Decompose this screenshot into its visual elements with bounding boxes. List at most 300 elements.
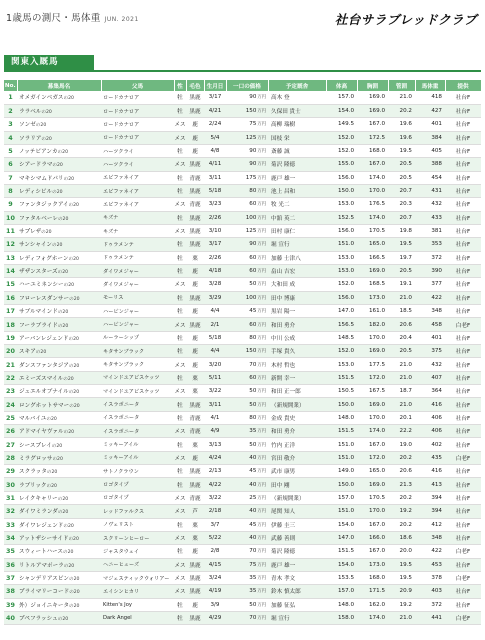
horse-name-suffix: の20 (51, 443, 63, 449)
horse-name (17, 491, 101, 504)
birth-date: 4/19 (204, 585, 226, 598)
birth-date: 3/10 (204, 224, 226, 237)
trainer: 加藤 士津八 (268, 251, 326, 264)
sire-name: Kitten's Joy (101, 598, 174, 611)
horse-name-suffix: の20 (35, 350, 47, 356)
page-title (6, 10, 139, 24)
provider: 社台F (445, 158, 481, 171)
girth: 169.0 (357, 478, 388, 491)
birth-date: 3/11 (204, 171, 226, 184)
price-value: 60 (249, 254, 257, 261)
price-value: 60 (249, 268, 257, 275)
column-header: 胸囲 (357, 80, 388, 91)
horse-name-suffix: の20 (57, 270, 69, 276)
horse-name-suffix: の20 (57, 496, 69, 502)
height: 152.0 (326, 345, 357, 358)
trainer: 木村 哲也 (268, 358, 326, 371)
cannon: 20.7 (388, 211, 415, 224)
table-row (4, 598, 481, 611)
cannon: 21.0 (388, 398, 415, 411)
table-row (4, 398, 481, 411)
horse-name-text: レディシビル (19, 189, 53, 196)
trainer: 国枝 栄 (268, 131, 326, 144)
girth: 167.0 (357, 118, 388, 131)
sex: 牡 (174, 251, 186, 264)
sex: 牡 (174, 331, 186, 344)
price (226, 558, 268, 571)
coat-color: 栗 (186, 371, 204, 384)
sex: メス (174, 505, 186, 518)
sex: メス (174, 224, 186, 237)
sex: メス (174, 385, 186, 398)
girth: 169.0 (357, 104, 388, 117)
horse-name-text: ラブリック (19, 482, 47, 489)
horse-name-text: フーラブライド (19, 322, 58, 329)
provider: 社台F (445, 465, 481, 478)
horse-name (17, 251, 101, 264)
sex: 牡 (174, 144, 186, 157)
coat-color: 青鹿 (186, 411, 204, 424)
price-unit: 万円 (257, 109, 266, 115)
price-value: 45 (249, 468, 257, 475)
price (226, 478, 268, 491)
horse-name-text: オメガインベガス (19, 95, 64, 102)
horse-name (17, 558, 101, 571)
horse-name-text: ララベル (19, 109, 42, 116)
horse-name-suffix: の20 (63, 176, 75, 182)
table-row (4, 91, 481, 104)
table-row (4, 318, 481, 331)
height: 157.0 (326, 91, 357, 104)
horse-name (17, 545, 101, 558)
weight: 377 (415, 278, 445, 291)
provider: 社台F (445, 491, 481, 504)
horse-name (17, 264, 101, 277)
girth: 170.0 (357, 184, 388, 197)
girth: 174.0 (357, 611, 388, 624)
price-unit: 万円 (257, 549, 266, 555)
horse-name (17, 425, 101, 438)
price-value: 70 (249, 548, 257, 555)
provider: 白老F (445, 545, 481, 558)
price (226, 425, 268, 438)
price (226, 505, 268, 518)
horse-name-text: エミーズスマイル (19, 375, 64, 382)
horse-name-suffix: の20 (63, 96, 74, 102)
price-unit: 万円 (257, 576, 266, 582)
horse-name-suffix: の20 (52, 190, 63, 196)
row-number: 16 (4, 291, 17, 304)
weight: 418 (415, 91, 445, 104)
horse-name (17, 291, 101, 304)
weight: 422 (415, 291, 445, 304)
horse-name-text: ソラリア (19, 135, 42, 142)
coat-color: 黒鹿 (186, 104, 204, 117)
horse-name (17, 385, 101, 398)
provider: 社台F (445, 91, 481, 104)
price (226, 531, 268, 544)
weight: 348 (415, 305, 445, 318)
trainer: 田中 博康 (268, 291, 326, 304)
horse-name-text: スクラッタ (19, 469, 47, 476)
weight: 348 (415, 531, 445, 544)
trainer: 畠山 吉宏 (268, 264, 326, 277)
girth: 168.0 (357, 571, 388, 584)
table-row (4, 291, 481, 304)
horse-name-text: ミラグロッサ (19, 455, 53, 462)
coat-color: 黒鹿 (186, 611, 204, 624)
provider: 社台F (445, 371, 481, 384)
row-number: 35 (4, 545, 17, 558)
height: 156.0 (326, 224, 357, 237)
birth-date: 2/18 (204, 505, 226, 518)
trainer: 久保田 貴士 (268, 104, 326, 117)
height: 154.0 (326, 558, 357, 571)
girth: 170.5 (357, 491, 388, 504)
price-unit: 万円 (257, 122, 266, 128)
horse-name (17, 118, 101, 131)
birth-date: 3/22 (204, 491, 226, 504)
row-number: 13 (4, 251, 17, 264)
horse-name-suffix: の20 (63, 550, 74, 556)
row-number: 1 (4, 91, 17, 104)
price (226, 224, 268, 237)
price-unit: 万円 (257, 562, 266, 568)
row-number: 4 (4, 131, 17, 144)
cannon: 20.2 (388, 451, 415, 464)
cannon: 19.6 (388, 118, 415, 131)
trainer: 高柳 瑞樹 (268, 118, 326, 131)
height: 151.0 (326, 451, 357, 464)
sire-name: マジェスティックウォリアー (101, 571, 174, 584)
price-value: 60 (249, 374, 257, 381)
coat-color: 黒鹿 (186, 465, 204, 478)
trainer: 牧 光二 (268, 198, 326, 211)
birth-date: 4/11 (204, 158, 226, 171)
girth: 170.0 (357, 411, 388, 424)
horse-name-text: マルバイユ (19, 415, 47, 422)
height: 156.0 (326, 171, 357, 184)
coat-color: 鹿 (186, 144, 204, 157)
coat-color: 鹿 (186, 278, 204, 291)
table-row (4, 385, 481, 398)
price-value: 90 (249, 241, 257, 248)
horse-name (17, 518, 101, 531)
provider: 社台F (445, 438, 481, 451)
price-unit: 万円 (257, 362, 266, 368)
sex: メス (174, 571, 186, 584)
horse-name-text: サンシャイン (19, 242, 53, 249)
horse-name (17, 531, 101, 544)
sire-name: イスラボニータ (101, 425, 174, 438)
table-row (4, 571, 481, 584)
sire-name: スクリーンヒーロー (101, 531, 174, 544)
table-row (4, 545, 481, 558)
provider: 社台F (445, 251, 481, 264)
height: 157.0 (326, 491, 357, 504)
height: 152.0 (326, 278, 357, 291)
sex: メス (174, 318, 186, 331)
column-header: 一口の価格 (226, 80, 268, 91)
price (226, 331, 268, 344)
cannon: 19.0 (388, 438, 415, 451)
horse-name (17, 478, 101, 491)
horse-name (17, 131, 101, 144)
horse-name (17, 331, 101, 344)
sire-name: ルーラーシップ (101, 331, 174, 344)
cannon: 21.0 (388, 611, 415, 624)
girth: 169.0 (357, 91, 388, 104)
horse-name-suffix: の20 (35, 123, 47, 129)
girth: 176.5 (357, 198, 388, 211)
height: 151.0 (326, 438, 357, 451)
sire-name: ヘニーヒューズ (101, 558, 174, 571)
trainer: 黒岩 陽一 (268, 305, 326, 318)
price-value: 125 (245, 228, 257, 235)
birth-date: 4/29 (204, 611, 226, 624)
price (226, 411, 268, 424)
trainer: 伊藤 圭三 (268, 518, 326, 531)
girth: 165.0 (357, 465, 388, 478)
horse-name (17, 144, 101, 157)
coat-color: 黒鹿 (186, 571, 204, 584)
price (226, 318, 268, 331)
table-row (4, 184, 481, 197)
table-row (4, 518, 481, 531)
horse-name-text: ファンタジックアイ (19, 202, 69, 209)
price (226, 491, 268, 504)
provider: 社台F (445, 331, 481, 344)
weight: 412 (415, 518, 445, 531)
girth: 169.0 (357, 264, 388, 277)
weight: 384 (415, 131, 445, 144)
sex: 牡 (174, 411, 186, 424)
girth: 174.0 (357, 171, 388, 184)
coat-color: 黒鹿 (186, 558, 204, 571)
row-number: 30 (4, 478, 17, 491)
row-number: 31 (4, 491, 17, 504)
provider: 社台F (445, 478, 481, 491)
coat-color: 鹿 (186, 598, 204, 611)
coat-color: 黒鹿 (186, 91, 204, 104)
girth: 168.0 (357, 144, 388, 157)
horse-name (17, 398, 101, 411)
trainer: 新開 幸一 (268, 371, 326, 384)
horse-name (17, 104, 101, 117)
sire-name: ミッキーアイル (101, 451, 174, 464)
weight: 403 (415, 585, 445, 598)
horse-name-text: リトルアマポーラ (19, 562, 64, 569)
horse-name-suffix: の20 (57, 617, 69, 623)
price-unit: 万円 (257, 602, 266, 608)
sex: 牡 (174, 465, 186, 478)
birth-date: 2/24 (204, 118, 226, 131)
sex: 牡 (174, 104, 186, 117)
price-unit: 万円 (257, 282, 266, 288)
sex: 牡 (174, 238, 186, 251)
table-row (4, 478, 481, 491)
sex: 牡 (174, 305, 186, 318)
horse-name-suffix: の20 (68, 363, 80, 369)
weight: 375 (415, 345, 445, 358)
horse-name-text: シャンデリアスピン (19, 576, 70, 583)
cannon: 20.5 (388, 158, 415, 171)
coat-color: 栗 (186, 385, 204, 398)
sex: メス (174, 158, 186, 171)
weight: 364 (415, 385, 445, 398)
price-unit: 万円 (257, 415, 266, 421)
row-number: 27 (4, 438, 17, 451)
sex: 牡 (174, 345, 186, 358)
provider: 社台F (445, 385, 481, 398)
horse-name-text: ジュエルオブナイル (19, 389, 69, 396)
row-number: 18 (4, 318, 17, 331)
horse-name (17, 238, 101, 251)
price (226, 598, 268, 611)
horse-name-text: ノッテビアンカ (19, 149, 58, 156)
height: 151.0 (326, 238, 357, 251)
coat-color: 鹿 (186, 264, 204, 277)
horse-name (17, 224, 101, 237)
birth-date: 3/7 (204, 518, 226, 531)
price (226, 238, 268, 251)
price-value: 40 (249, 481, 257, 488)
price (226, 144, 268, 157)
coat-color: 鹿 (186, 131, 204, 144)
horse-name-suffix: の20 (69, 603, 80, 609)
weight: 394 (415, 505, 445, 518)
coat-color: 鹿 (186, 451, 204, 464)
birth-date: 4/15 (204, 558, 226, 571)
sire-name: ダイワメジャー (101, 278, 174, 291)
horse-name-text: ダンスファンタジア (19, 362, 69, 369)
coat-color: 青鹿 (186, 425, 204, 438)
birth-date: 4/1 (204, 411, 226, 424)
weight: 435 (415, 451, 445, 464)
weight: 394 (415, 491, 445, 504)
birth-date: 3/17 (204, 238, 226, 251)
sex: 牡 (174, 518, 186, 531)
price-value: 75 (249, 561, 257, 568)
cannon: 19.6 (388, 131, 415, 144)
price (226, 385, 268, 398)
provider: 社台F (445, 585, 481, 598)
horse-name (17, 171, 101, 184)
column-header: 父馬 (101, 80, 174, 91)
column-header: 募集馬名 (17, 80, 101, 91)
birth-date: 3/11 (204, 398, 226, 411)
girth: 167.0 (357, 518, 388, 531)
cannon: 20.0 (388, 545, 415, 558)
provider: 社台F (445, 184, 481, 197)
coat-color: 黒鹿 (186, 211, 204, 224)
provider: 白老F (445, 318, 481, 331)
sex: 牡 (174, 438, 186, 451)
sex: 牡 (174, 184, 186, 197)
price (226, 198, 268, 211)
sire-name: キズナ (101, 224, 174, 237)
cannon: 19.5 (388, 144, 415, 157)
price (226, 611, 268, 624)
weight: 432 (415, 358, 445, 371)
weight: 416 (415, 465, 445, 478)
provider: 社台F (445, 278, 481, 291)
cannon: 19.2 (388, 598, 415, 611)
row-number: 7 (4, 171, 17, 184)
horse-name-text: ロングホットサマー (19, 402, 70, 409)
sire-name: ハーツクライ (101, 144, 174, 157)
row-number: 2 (4, 104, 17, 117)
table-row (4, 224, 481, 237)
horse-name-text: ハーユミネンシー (19, 282, 64, 289)
horse-name-text: ダイワレジェンド (19, 522, 64, 529)
price-value: 80 (249, 414, 257, 421)
table-row (4, 531, 481, 544)
girth: 169.0 (357, 398, 388, 411)
price-unit: 万円 (257, 162, 266, 168)
weight: 407 (415, 371, 445, 384)
price-unit: 万円 (257, 522, 266, 528)
sire-name: キタサンブラック (101, 345, 174, 358)
row-number: 24 (4, 398, 17, 411)
trainer: 竹内 正洋 (268, 438, 326, 451)
row-number: 37 (4, 571, 17, 584)
price (226, 438, 268, 451)
price-value: 50 (249, 281, 257, 288)
coat-color: 青鹿 (186, 198, 204, 211)
sire-name: ミッキーアイル (101, 438, 174, 451)
trainer: 宮田 敬介 (268, 451, 326, 464)
sire-name: ドゥラメンテ (101, 251, 174, 264)
price (226, 545, 268, 558)
price (226, 158, 268, 171)
price-value: 70 (249, 615, 257, 622)
birth-date: 3/24 (204, 571, 226, 584)
sex: メス (174, 425, 186, 438)
provider: 社台F (445, 505, 481, 518)
price-unit: 万円 (257, 322, 266, 328)
sire-name: エイシンヒカリ (101, 585, 174, 598)
row-number: 10 (4, 211, 17, 224)
height: 151.0 (326, 505, 357, 518)
birth-date: 4/4 (204, 305, 226, 318)
sire-name: イスラボニータ (101, 398, 174, 411)
table-row (4, 198, 481, 211)
birth-date: 2/1 (204, 318, 226, 331)
sire-name: Dark Angel (101, 611, 174, 624)
horse-name-text: レイクキャリー (19, 495, 58, 502)
birth-date: 3/20 (204, 358, 226, 371)
provider: 社台F (445, 198, 481, 211)
sire-name: ダイワメジャー (101, 264, 174, 277)
price-unit: 万円 (257, 215, 266, 221)
cannon: 20.5 (388, 264, 415, 277)
birth-date: 5/11 (204, 371, 226, 384)
sire-name: ロードカナロア (101, 131, 174, 144)
row-number: 21 (4, 358, 17, 371)
price (226, 398, 268, 411)
column-header: 生月日 (204, 80, 226, 91)
row-number: 3 (4, 118, 17, 131)
sire-name: ジャスタウェイ (101, 545, 174, 558)
height: 158.0 (326, 611, 357, 624)
row-number: 15 (4, 278, 17, 291)
height: 156.0 (326, 291, 357, 304)
weight: 381 (415, 224, 445, 237)
height: 152.0 (326, 144, 357, 157)
height: 150.0 (326, 398, 357, 411)
birth-date: 3/22 (204, 385, 226, 398)
